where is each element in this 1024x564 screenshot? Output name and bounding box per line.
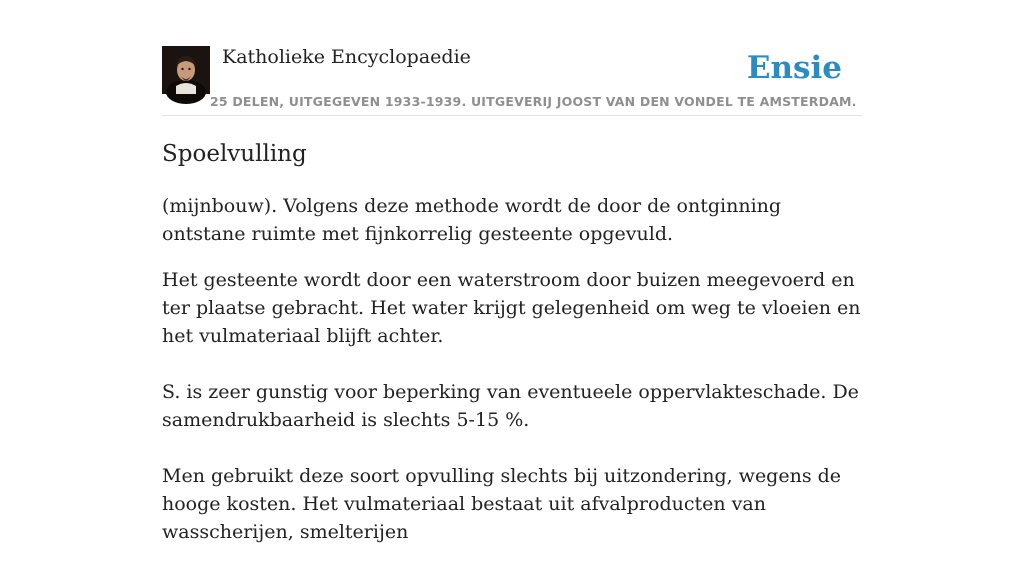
article-title: Spoelvulling xyxy=(162,141,307,167)
portrait-avatar-icon[interactable] xyxy=(162,46,210,94)
article-body: Het gesteente wordt door een waterstroom door buizen meegevoerd en ter plaatse gebracht. Het water krijgt gelegenheid om weg te vloeien en het vulmateriaal blijft achter. S. is zeer gunstig voor beperking van eventueele oppervlakteschade. De samendrukbaarheid is slechts 5-15 %. Men gebruikt deze soort opvulling slechts bij uitzondering, wegens de hooge kosten. Het vulmateriaal bestaat uit afvalproducten van wasscherijen, smelterijen xyxy=(162,269,861,543)
ensie-logo-link[interactable]: Ensie xyxy=(746,50,842,86)
source-header xyxy=(162,40,862,116)
article-intro: (mijnbouw). Volgens deze methode wordt de door de ontginning ontstane ruimte met fijnkorrelig gesteente opgevuld. xyxy=(162,195,782,245)
source-title[interactable]: Katholieke Encyclopaedie xyxy=(222,46,471,68)
source-subtitle: 25 DELEN, UITGEGEVEN 1933-1939. UITGEVERIJ JOOST VAN DEN VONDEL TE AMSTERDAM. xyxy=(210,94,857,109)
article-content xyxy=(162,138,867,564)
